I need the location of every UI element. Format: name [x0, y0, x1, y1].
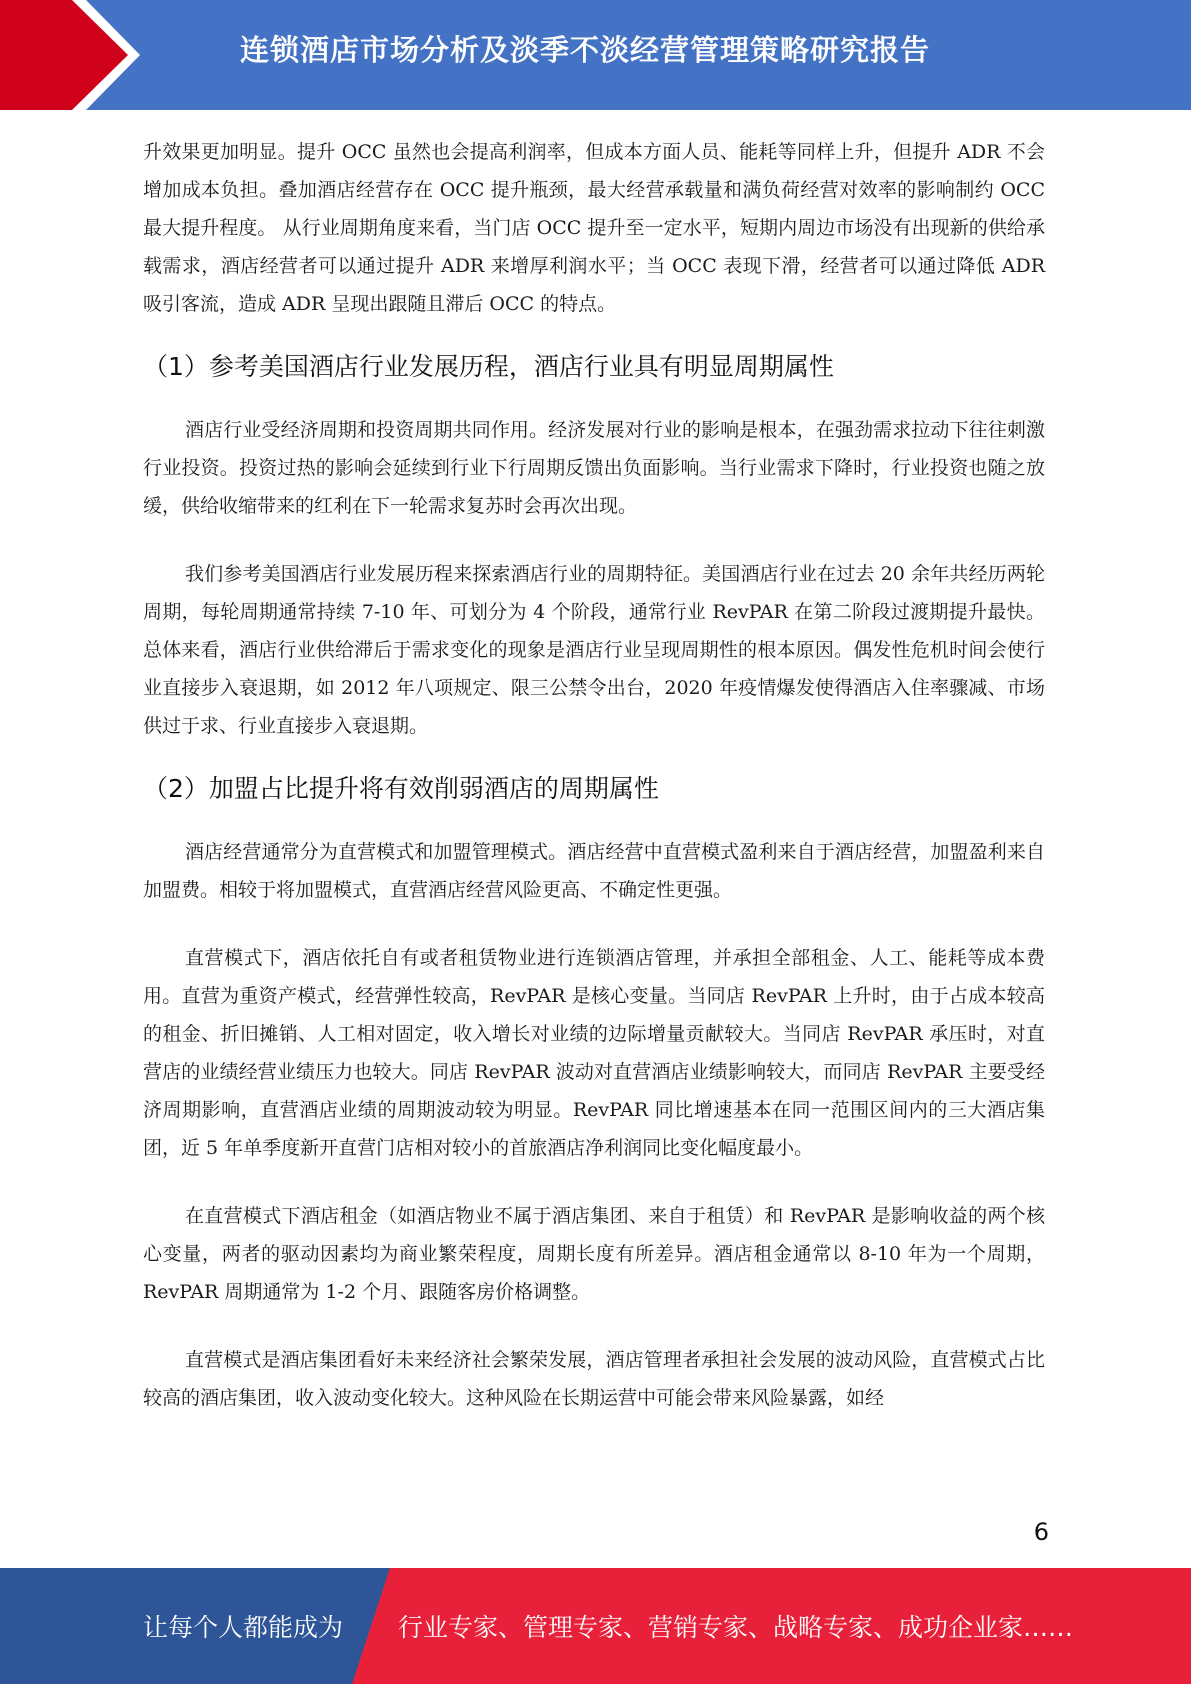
section-heading-2: （2）加盟占比提升将有效削弱酒店的周期属性	[143, 774, 659, 803]
paragraph-continued: 升效果更加明显。提升 OCC 虽然也会提高利润率，但成本方面人员、能耗等同样上升，但提升 ADR 不会增加成本负担。叠加酒店经营存在 OCC 提升瓶颈，最大经营承载量和满负荷经营对效率的影响制约 OCC 最大提升程度。 从行业周期角度来看，当门店 OCC 提升至一定水平，短期内周边市场没有出现新的供给承载需求，酒店经营者可以通过提升 ADR 来增厚利润水平；当 OCC 表现下滑，经营者可以通过降低 ADR 吸引客流，造成 ADR 呈现出跟随且滞后 OCC 的特点。	[143, 141, 1045, 315]
report-title: 连锁酒店市场分析及淡季不淡经营管理策略研究报告	[240, 33, 931, 67]
footer-slogan-left: 让每个人都能成为	[143, 1613, 344, 1642]
paragraph-direct-risk: 直营模式是酒店集团看好未来经济社会繁荣发展，酒店管理者承担社会发展的波动风险，直营模式占比较高的酒店集团，收入波动变化较大。这种风险在长期运营中可能会带来风险暴露，如经	[143, 1349, 1045, 1409]
page-header	[0, 0, 1191, 110]
paragraph-direct-model: 直营模式下，酒店依托自有或者租赁物业进行连锁酒店管理，并承担全部租金、人工、能耗等成本费用。直营为重资产模式，经营弹性较高，RevPAR 是核心变量。当同店 RevPAR 上升时，由于占成本较高的租金、折旧摊销、人工相对固定，收入增长对业绩的边际增量贡献较大。当同店 RevPAR 承压时，对直营店的业绩经营业绩压力也较大。同店 RevPAR 波动对直营酒店业绩影响较大，而同店 RevPAR 主要受经济周期影响，直营酒店业绩的周期波动较为明显。RevPAR 同比增速基本在同一范围区间内的三大酒店集团，近 5 年单季度新开直营门店相对较小的首旅酒店净利润同比变化幅度最小。	[143, 947, 1045, 1159]
paragraph-rent-revpar: 在直营模式下酒店租金（如酒店物业不属于酒店集团、来自于租赁）和 RevPAR 是影响收益的两个核心变量，两者的驱动因素均为商业繁荣程度，周期长度有所差异。酒店租金通常以 8-10 年为一个周期，RevPAR 周期通常为 1-2 个月、跟随客房价格调整。	[143, 1205, 1045, 1303]
paragraph-operating-models: 酒店经营通常分为直营模式和加盟管理模式。酒店经营中直营模式盈利来自于酒店经营，加盟盈利来自加盟费。相较于将加盟模式，直营酒店经营风险更高、不确定性更强。	[143, 841, 1045, 901]
page-number: 6	[1033, 1518, 1049, 1546]
page-content	[143, 133, 1045, 1417]
section-heading-1: （1）参考美国酒店行业发展历程，酒店行业具有明显周期属性	[143, 352, 834, 381]
paragraph-us-hotel-history: 我们参考美国酒店行业发展历程来探索酒店行业的周期特征。美国酒店行业在过去 20 余年共经历两轮周期，每轮周期通常持续 7-10 年、可划分为 4 个阶段，通常行业 RevPAR 在第二阶段过渡期提升最快。 总体来看，酒店行业供给滞后于需求变化的现象是酒店行业呈现周期性的根本原因。偶发性危机时间会使行业直接步入衰退期，如 2012 年八项规定、限三公禁令出台，2020 年疫情爆发使得酒店入住率骤减、市场供过于求、行业直接步入衰退期。	[143, 563, 1045, 737]
header-red-arrow-decoration	[0, 0, 150, 110]
page-footer	[0, 1568, 1191, 1684]
footer-slogan-right: 行业专家、管理专家、营销专家、战略专家、成功企业家……	[398, 1613, 1074, 1642]
paragraph-cycle-intro: 酒店行业受经济周期和投资周期共同作用。经济发展对行业的影响是根本，在强劲需求拉动下往往刺激行业投资。投资过热的影响会延续到行业下行周期反馈出负面影响。当行业需求下降时，行业投资也随之放缓，供给收缩带来的红利在下一轮需求复苏时会再次出现。	[143, 419, 1045, 517]
